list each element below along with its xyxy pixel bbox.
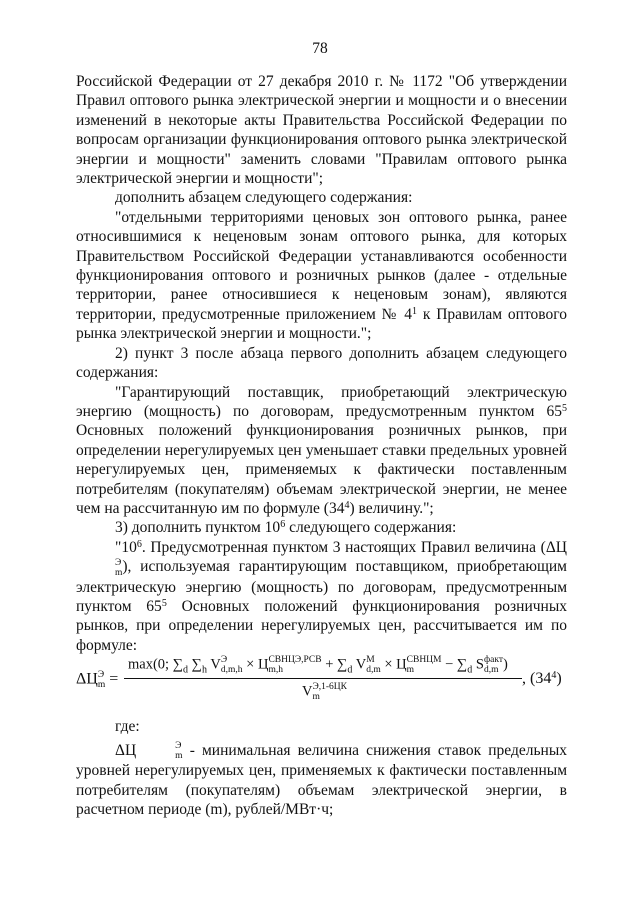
paragraph-item-3: 3) дополнить пунктом $10^6$ следующего содержания: xyxy=(115,519,457,537)
paragraph-10-6: "$10^6$. Предусмотренная пунктом 3 настоящих Правил величина (ΔЦ Э m ), используемая гарантирующим поставщиком, приобретающим электрическую энергию (мощность) по договорам, предусмотренным пунктом $65^5$ Основных положений функционирования розничных рынков, при определении нерегулируемых цен, рассчитывается им по формуле: xyxy=(76,538,567,654)
paragraph-add-abzac: дополнить абзацем следующего содержания: xyxy=(115,189,413,207)
paragraph-territories-quote: "отдельными территориями ценовых зон оптового рынка, ранее относившимися к неценовым зонам оптового рынка, для которых Правительством Российской Федерации устанавливаются особенности функционирования оптового и розничных рынков (далее - отдельные территории, ранее относившиеся к неценовым зонам), являются территории, предусмотренные приложением № $4^1$ к Правилам оптового рынка электрической энергии и мощности."; xyxy=(76,208,567,343)
paragraph-supplier-quote: "Гарантирующий поставщик, приобретающий электрическую энергию (мощность) по договорам, предусмотренным пунктом $65^5$ Основных положений функционирования розничных рынков, при определении нерегулируемых цен уменьшает ставки предельных уровней нерегулируемых цен, применяемых к фактически поставленным потребителям (покупателям) объемам электрической энергии, не менее чем на рассчитанную им по формуле $(34^4)$ величину."; xyxy=(76,383,567,517)
formula-number-tag: , $(34^4)$ xyxy=(522,670,562,687)
paragraph-continuation: Российской Федерации от 27 декабря 2010 г. № 1172 "Об утверждении Правил оптового рынка электрической энергии и мощности и о внесении изменений в некоторые акты Правительства Российской Федерации по вопросам организации функционирования оптового рынка электрической энергии и мощности" заменить словами "Правилам оптового рынка электрической энергии и мощности"; xyxy=(76,73,567,188)
fraction-bar xyxy=(124,678,522,679)
definition-block xyxy=(76,741,567,820)
page-number: 78 xyxy=(312,40,328,57)
formula-lhs: ΔЦ Э m = xyxy=(76,670,119,690)
definition-paragraph: ΔЦ Э m - минимальная величина снижения ставок предельных уровней нерегулируемых цен, применяемых к фактически поставленным потребителям (покупателям) объемам электрической энергии, в расчетном периоде (m), рублей/МВт·ч; xyxy=(76,741,567,819)
where-label: где: xyxy=(115,718,140,735)
paragraph-item-2: 2) пункт 3 после абзаца первого дополнить абзацем следующего содержания: xyxy=(76,344,567,382)
formula-denominator: V Э,1-6ЦК m xyxy=(302,682,347,702)
formula-numerator: max(0; $\sum_d$ $\sum_h$ V Э d,m,h × Ц СВНЦЭ,РСВ m,h + $\sum_d$ V М d,m × Ц СВНЦМ m − $\sum_d$ S факт d,m ) xyxy=(128,655,508,676)
body-text-top xyxy=(76,72,567,655)
body-text-bottom xyxy=(76,717,567,736)
